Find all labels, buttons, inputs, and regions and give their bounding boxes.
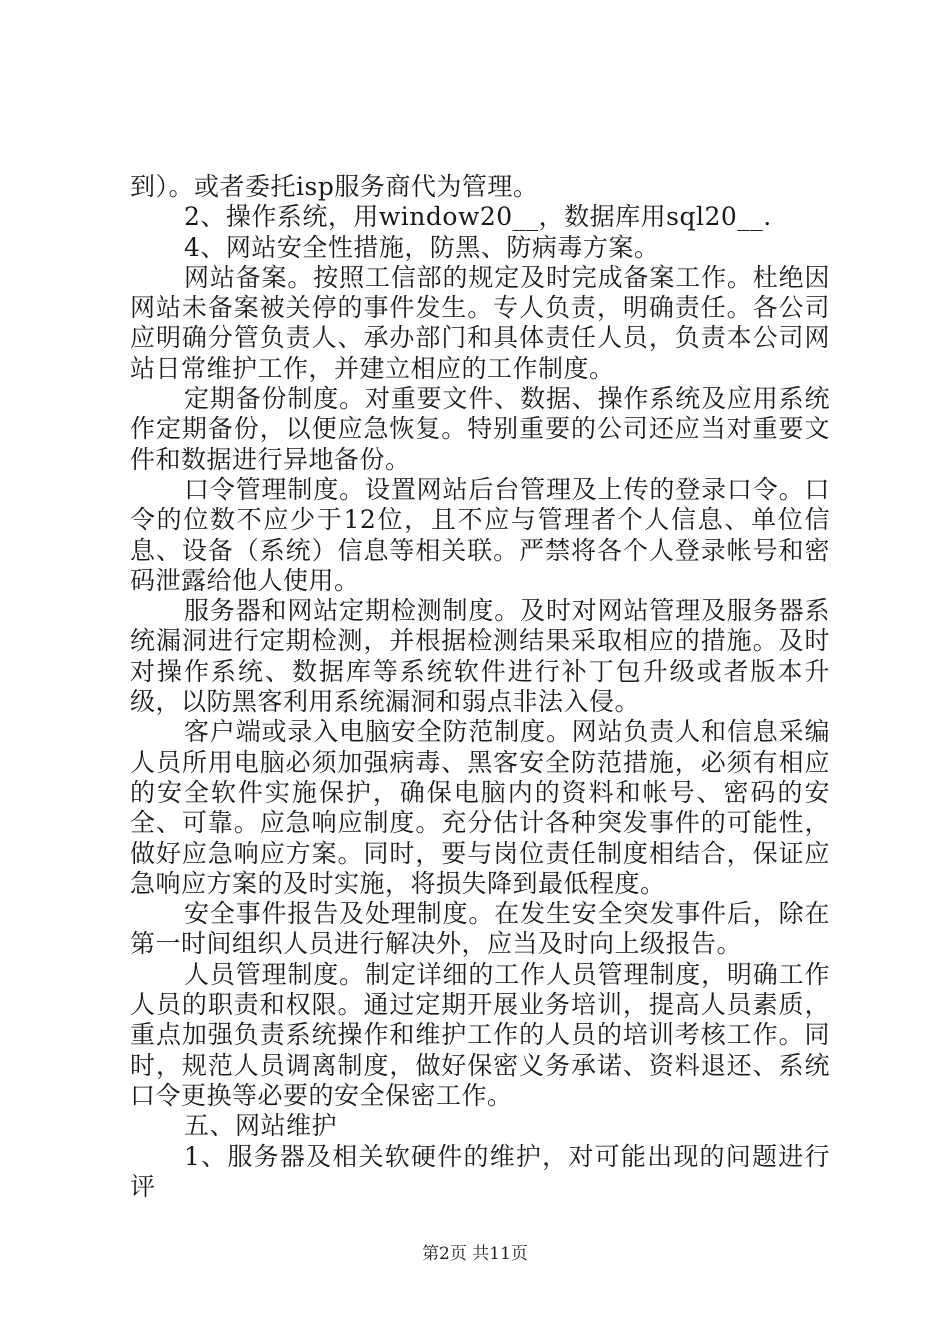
paragraph: 网站备案。按照工信部的规定及时完成备案工作。杜绝因网站未备案被关停的事件发生。专人负责，明确责任。各公司应明确分管负责人、承办部门和具体责任人员，负责本公司网站日常维护工作，并建立相应的工作制度。 [130,262,830,383]
document-body [130,172,830,1202]
section-heading: 五、网站维护 [184,1111,338,1141]
paragraph: 客户端或录入电脑安全防范制度。网站负责人和信息采编人员所用电脑必须加强病毒、黑客安全防范措施，必须有相应的安全软件实施保护，确保电脑内的资料和帐号、密码的安全、可靠。应急响应制度。充分估计各种突发事件的可能性，做好应急响应方案。同时，要与岗位责任制度相结合，保证应急响应方案的及时实施，将损失降到最低程度。 [130,717,830,898]
paragraph: 1、服务器及相关软硬件的维护，对可能出现的问题进行评 [130,1141,830,1201]
paragraph: 服务器和网站定期检测制度。及时对网站管理及服务器系统漏洞进行定期检测，并根据检测结果采取相应的措施。及时对操作系统、数据库等系统软件进行补丁包升级或者版本升级，以防黑客利用系统漏洞和弱点非法入侵。 [130,596,830,717]
paragraph: 口令管理制度。设置网站后台管理及上传的登录口令。口令的位数不应少于12位，且不应与管理者个人信息、单位信息、设备（系统）信息等相关联。严禁将各个人登录帐号和密码泄露给他人使用。 [130,474,830,595]
paragraph: 人员管理制度。制定详细的工作人员管理制度，明确工作人员的职责和权限。通过定期开展业务培训，提高人员素质，重点加强负责系统操作和维护工作的人员的培训考核工作。同时，规范人员调离制度，做好保密义务承诺、资料退还、系统口令更换等必要的安全保密工作。 [130,959,830,1110]
paragraph: 2、操作系统，用window20__，数据库用sql20__. [184,202,772,232]
paragraph: 定期备份制度。对重要文件、数据、操作系统及应用系统作定期备份，以便应急恢复。特别重要的公司还应当对重要文件和数据进行异地备份。 [130,384,830,474]
paragraph: 到）。或者委托isp服务商代为管理。 [130,172,539,201]
paragraph: 安全事件报告及处理制度。在发生安全突发事件后，除在第一时间组织人员进行解决外，应当及时向上级报告。 [130,899,830,959]
page-number-footer: 第2页 共11页 [422,1244,528,1264]
paragraph: 4、网站安全性措施，防黑、防病毒方案。 [184,232,660,262]
